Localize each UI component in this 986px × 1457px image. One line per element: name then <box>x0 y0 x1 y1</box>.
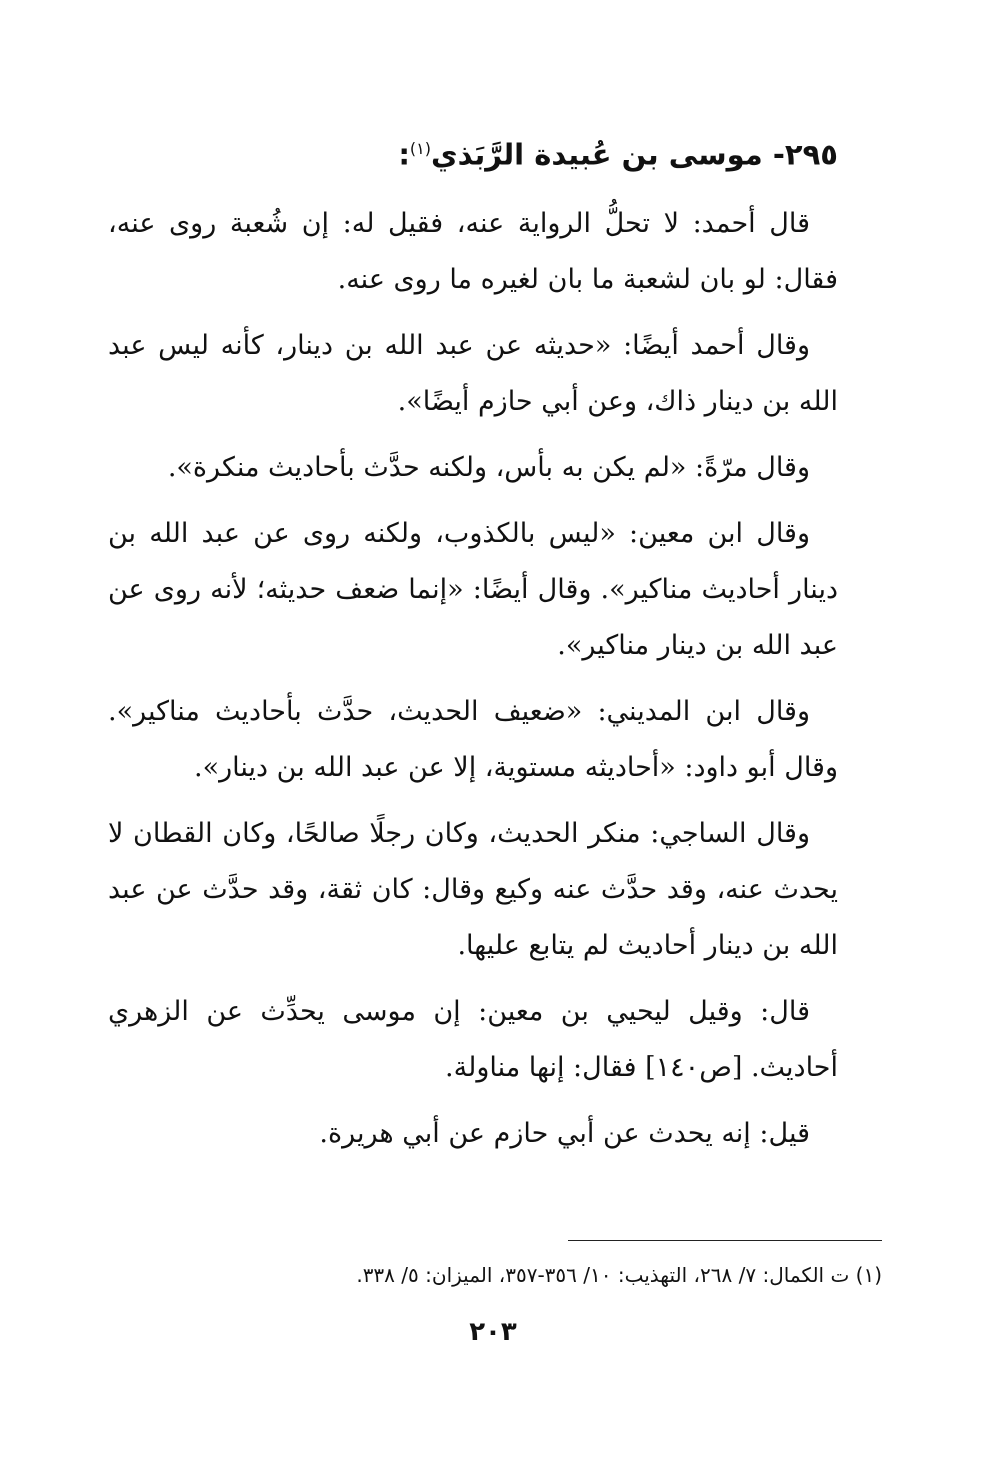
paragraph: وقال ابن المديني: «ضعيف الحديث، حدَّث بأحاديث مناكير». وقال أبو داود: «أحاديثه مستوية، إلا عن عبد الله بن دينار». <box>108 695 838 783</box>
footnote: (١) ت الكمال: ٧/ ٢٦٨، التهذيب: ١٠/ ٣٥٦-٣٥٧، الميزان: ٥/ ٣٣٨. <box>356 1263 882 1287</box>
paragraph: قيل: إنه يحدث عن أبي حازم عن أبي هريرة. <box>319 1117 810 1149</box>
page-number: ٢٠٣ <box>469 1317 517 1347</box>
entry-number: ٢٩٥- <box>772 137 838 172</box>
entry-colon: : <box>398 137 410 172</box>
paragraph: وقال الساجي: منكر الحديث، وكان رجلًا صالحًا، وكان القطان لا يحدث عنه، وقد حدَّث عنه وكيع وقال: كان ثقة، وقد حدَّث عن عبد الله بن دينار أحاديث لم يتابع عليها. <box>108 817 838 961</box>
entry-title: موسى بن عُبيدة الرَّبَذي <box>431 137 763 172</box>
paragraph: قال أحمد: لا تحلُّ الرواية عنه، فقيل له: إن شُعبة روى عنه، فقال: لو بان لشعبة ما بان لغيره ما روى عنه. <box>108 207 838 295</box>
paragraph: قال: وقيل ليحيي بن معين: إن موسى يحدِّث عن الزهري أحاديث. [ص١٤٠] فقال: إنها مناولة. <box>108 995 838 1083</box>
paragraph: وقال مرّةً: «لم يكن به بأس، ولكنه حدَّث بأحاديث منكرة». <box>167 451 810 483</box>
paragraph: وقال أحمد أيضًا: «حديثه عن عبد الله بن دينار، كأنه ليس عبد الله بن دينار ذاك، وعن أبي حازم أيضًا». <box>108 329 838 417</box>
paragraph: وقال ابن معين: «ليس بالكذوب، ولكنه روى عن عبد الله بن دينار أحاديث مناكير». وقال أيضًا: «إنما ضعف حديثه؛ لأنه روى عن عبد الله بن دينار مناكير». <box>108 517 838 661</box>
footnote-marker: (١) <box>409 139 432 158</box>
entry-heading <box>108 118 838 186</box>
main-text <box>108 118 838 1162</box>
footnote-divider <box>568 1240 882 1241</box>
